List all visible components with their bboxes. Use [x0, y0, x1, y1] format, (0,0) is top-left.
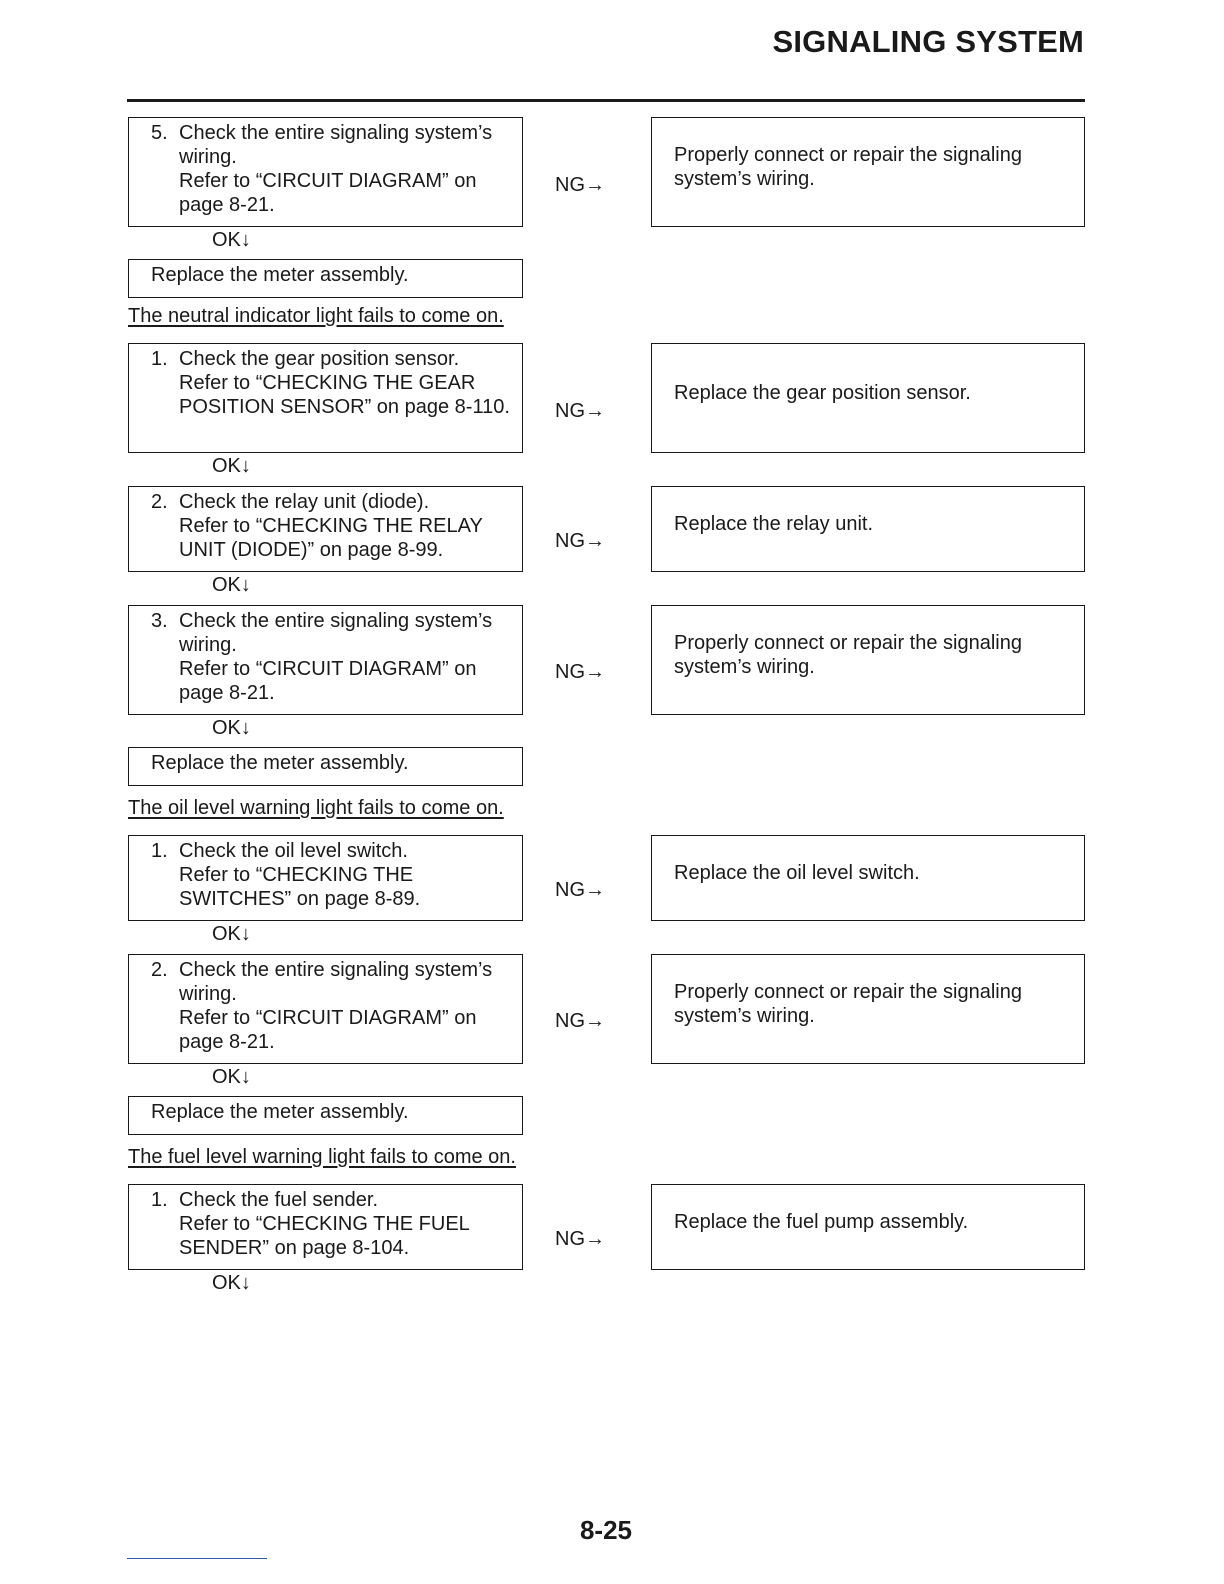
ng-result-text: Properly connect or repair the signaling system’s wiring. [674, 632, 1022, 678]
ng-result-text: Replace the fuel pump assembly. [674, 1211, 969, 1233]
step-reference: Refer to “CHECKING THE SWITCHES” on page 8-89. [179, 864, 421, 910]
step-number: 2. [151, 491, 168, 513]
step-box-oil-switch [128, 835, 523, 921]
final-action-text: Replace the meter assembly. [151, 752, 409, 774]
ok-arrow: OK↓ [212, 1272, 251, 1294]
final-action-text: Replace the meter assembly. [151, 264, 409, 286]
step-box-wiring [128, 605, 523, 715]
step-text: Check the relay unit (diode). [179, 491, 430, 513]
ok-arrow: OK↓ [212, 923, 251, 945]
ng-result-text: Properly connect or repair the signaling system’s wiring. [674, 981, 1022, 1027]
step-reference: Refer to “CHECKING THE GEAR POSITION SENSOR” on page 8-110. [179, 372, 510, 418]
page-title: SIGNALING SYSTEM [772, 24, 1084, 59]
step-text: Check the entire signaling system’s wiring. [179, 610, 493, 656]
section-heading-fuel: The fuel level warning light fails to come on. [128, 1146, 516, 1168]
step-number: 1. [151, 840, 168, 862]
step-reference: Refer to “CHECKING THE FUEL SENDER” on page 8-104. [179, 1213, 470, 1259]
ng-result-text: Replace the relay unit. [674, 513, 874, 535]
ng-result-box [651, 954, 1085, 1064]
final-action-box [128, 747, 523, 786]
ok-arrow: OK↓ [212, 717, 251, 739]
step-text: Check the gear position sensor. [179, 348, 460, 370]
ng-result-box [651, 486, 1085, 572]
section-heading-oil: The oil level warning light fails to come on. [128, 797, 504, 819]
ng-result-text: Replace the oil level switch. [674, 862, 920, 884]
ng-result-box [651, 835, 1085, 921]
step-box-relay-unit [128, 486, 523, 572]
ng-result-box [651, 117, 1085, 227]
page-number: 8-25 [579, 1515, 633, 1545]
ng-arrow: NG→ [555, 1010, 605, 1032]
footer-rule [127, 1558, 267, 1559]
step-reference: Refer to “CIRCUIT DIAGRAM” on page 8-21. [179, 170, 477, 216]
step-reference: Refer to “CIRCUIT DIAGRAM” on page 8-21. [179, 658, 477, 704]
step-reference: Refer to “CIRCUIT DIAGRAM” on page 8-21. [179, 1007, 477, 1053]
ng-arrow: NG→ [555, 879, 605, 901]
step-box-wiring [128, 954, 523, 1064]
step-text: Check the fuel sender. [179, 1189, 379, 1211]
ng-arrow: NG→ [555, 1228, 605, 1250]
ng-result-box [651, 343, 1085, 453]
step-box-fuel-sender [128, 1184, 523, 1270]
final-action-box [128, 1096, 523, 1135]
step-number: 1. [151, 1189, 168, 1211]
ok-arrow: OK↓ [212, 229, 251, 251]
ok-arrow: OK↓ [212, 455, 251, 477]
section-heading-neutral: The neutral indicator light fails to come on. [128, 305, 504, 327]
step-number: 5. [151, 122, 168, 144]
ng-result-text: Replace the gear position sensor. [674, 382, 971, 404]
step-number: 3. [151, 610, 168, 632]
step-box-wiring [128, 117, 523, 227]
ng-arrow: NG→ [555, 530, 605, 552]
step-text: Check the entire signaling system’s wiring. [179, 122, 493, 168]
step-number: 1. [151, 348, 168, 370]
ng-result-text: Properly connect or repair the signaling system’s wiring. [674, 144, 1022, 190]
ng-arrow: NG→ [555, 661, 605, 683]
ok-arrow: OK↓ [212, 574, 251, 596]
step-number: 2. [151, 959, 168, 981]
step-text: Check the entire signaling system’s wiring. [179, 959, 493, 1005]
header-rule [127, 99, 1085, 102]
ng-arrow: NG→ [555, 400, 605, 422]
ok-arrow: OK↓ [212, 1066, 251, 1088]
ng-result-box [651, 1184, 1085, 1270]
step-reference: Refer to “CHECKING THE RELAY UNIT (DIODE)” on page 8-99. [179, 515, 483, 561]
final-action-text: Replace the meter assembly. [151, 1101, 409, 1123]
final-action-box [128, 259, 523, 298]
step-box-gear-sensor [128, 343, 523, 453]
ng-result-box [651, 605, 1085, 715]
step-text: Check the oil level switch. [179, 840, 408, 862]
ng-arrow: NG→ [555, 174, 605, 196]
